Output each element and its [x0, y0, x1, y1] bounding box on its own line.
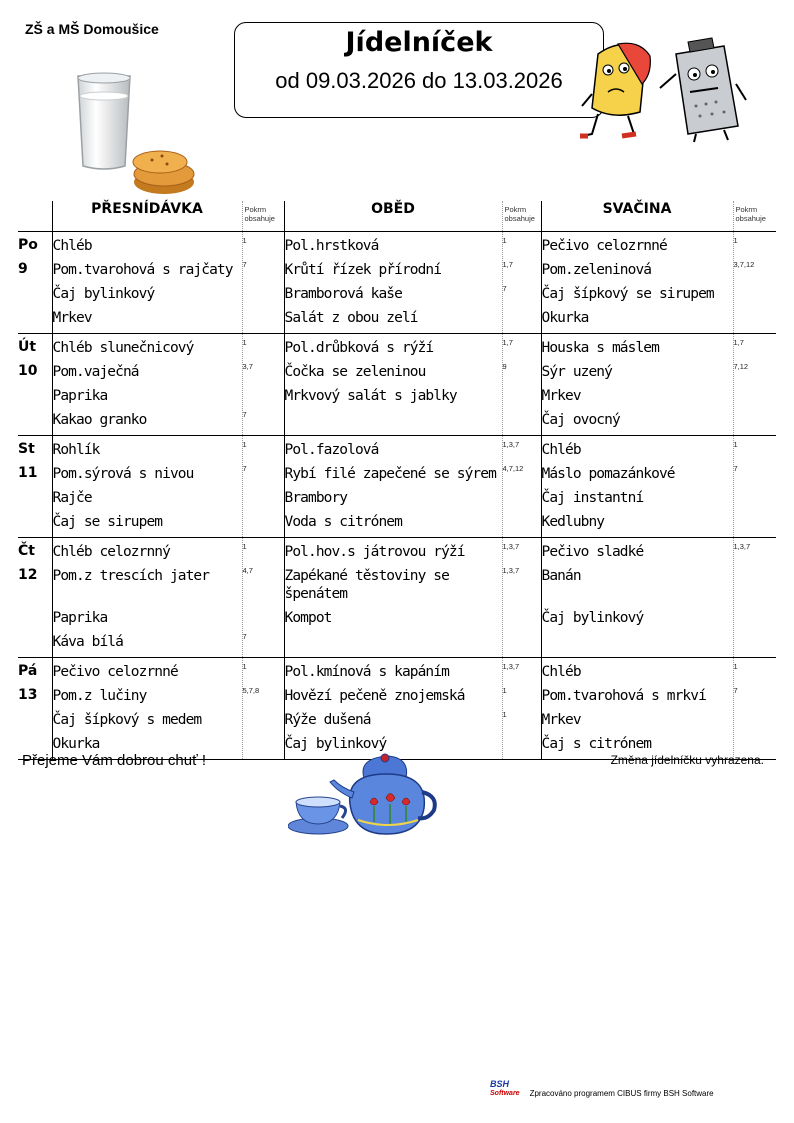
day-number: 11	[18, 465, 38, 481]
snack-allergen-codes	[734, 631, 777, 655]
breakfast-cell	[52, 232, 242, 334]
snack-allergen-codes: 1,3,7	[733, 542, 751, 551]
day-row	[18, 658, 776, 760]
breakfast-allergen-codes: 1	[242, 236, 247, 245]
breakfast-allergens-cell	[242, 334, 284, 436]
breakfast-item: Mrkev	[52, 310, 92, 326]
lunch-allergen-codes	[503, 607, 541, 631]
lunch-item: Mrkvový salát s jablky	[284, 388, 457, 404]
snack-allergens-cell	[733, 436, 776, 538]
lunch-allergen-codes	[503, 631, 541, 655]
lunch-allergen-codes: 1,3,7	[502, 662, 520, 671]
breakfast-item: Rajče	[52, 490, 92, 506]
lunch-allergen-codes	[503, 487, 541, 511]
snack-cell	[541, 658, 733, 760]
breakfast-item: Chléb slunečnicový	[52, 340, 194, 356]
lunch-item: Krůtí řízek přírodní	[284, 262, 442, 278]
snack-item: Máslo pomazánkové	[541, 466, 675, 482]
breakfast-item: Paprika	[52, 610, 108, 626]
snack-item: Houska s máslem	[541, 340, 659, 356]
lunch-allergen-codes: 1	[502, 710, 507, 719]
snack-allergen-codes: 1,7	[733, 338, 744, 347]
snack-allergen-codes: 7,12	[733, 362, 749, 371]
snack-item	[542, 631, 733, 655]
lunch-allergens-cell	[502, 436, 541, 538]
snack-item: Okurka	[541, 310, 589, 326]
snack-cell	[541, 334, 733, 436]
breakfast-item: Kakao granko	[52, 412, 147, 428]
date-range: od 09.03.2026 do 13.03.2026	[275, 68, 563, 93]
snack-allergen-codes: 1	[733, 662, 738, 671]
lunch-item: Rybí filé zapečené se sýrem	[284, 466, 496, 482]
lunch-allergens-cell	[502, 334, 541, 436]
lunch-item: Pol.drůbková s rýží	[284, 340, 434, 356]
snack-allergen-codes	[734, 307, 777, 331]
breakfast-item: Paprika	[52, 388, 108, 404]
breakfast-item: Pom.z trescích jater	[52, 568, 210, 584]
snack-cell	[541, 436, 733, 538]
day-abbr: Čt	[18, 543, 35, 559]
lunch-allergen-codes: 1,7	[502, 338, 513, 347]
lunch-allergen-codes: 4,7,12	[502, 464, 524, 473]
snack-item: Čaj s citrónem	[541, 736, 652, 752]
lunch-item: Čaj bylinkový	[284, 736, 387, 752]
snack-item: Mrkev	[541, 388, 581, 404]
lunch-allergens-cell	[502, 232, 541, 334]
breakfast-item: Čaj se sirupem	[52, 514, 163, 530]
day-row	[18, 334, 776, 436]
header-snack: SVAČINA	[541, 201, 733, 232]
lunch-allergen-codes: 1,3,7	[502, 440, 520, 449]
snack-allergen-codes	[734, 565, 777, 607]
breakfast-item: Rohlík	[52, 442, 100, 458]
header-allergens-breakfast: Pokrm obsahuje	[242, 201, 284, 232]
breakfast-allergen-codes	[243, 283, 284, 307]
breakfast-allergen-codes	[243, 511, 284, 535]
snack-allergen-codes: 7	[733, 686, 738, 695]
breakfast-item: Pom.z lučiny	[52, 688, 147, 704]
breakfast-allergen-codes: 5,7,8	[242, 686, 260, 695]
breakfast-item: Pom.vaječná	[52, 364, 139, 380]
breakfast-cell	[52, 334, 242, 436]
breakfast-allergen-codes	[243, 733, 284, 757]
lunch-item	[285, 631, 502, 655]
snack-item: Chléb	[541, 664, 581, 680]
snack-allergens-cell	[733, 232, 776, 334]
snack-item: Pečivo celozrnné	[541, 238, 667, 254]
lunch-cell	[284, 334, 502, 436]
day-abbr: Pá	[18, 663, 38, 679]
snack-item: Banán	[541, 568, 581, 584]
lunch-item: Zapékané těstoviny se špenátem	[284, 568, 449, 602]
change-note: Změna jídelníčku vyhrazena.	[610, 753, 764, 767]
lunch-cell	[284, 658, 502, 760]
header-allergens-snack: Pokrm obsahuje	[733, 201, 776, 232]
day-label	[18, 658, 52, 760]
breakfast-allergen-codes: 7	[242, 464, 247, 473]
snack-allergen-codes	[734, 487, 777, 511]
snack-allergen-codes: 1	[733, 236, 738, 245]
lunch-item: Pol.hov.s játrovou rýží	[284, 544, 465, 560]
snack-allergens-cell	[733, 658, 776, 760]
breakfast-item: Okurka	[52, 736, 100, 752]
snack-cell	[541, 232, 733, 334]
snack-item: Čaj bylinkový	[541, 610, 644, 626]
snack-allergen-codes	[734, 409, 777, 433]
breakfast-item: Chléb	[52, 238, 92, 254]
snack-allergen-codes	[734, 283, 777, 307]
snack-allergen-codes: 3,7,12	[733, 260, 755, 269]
snack-item: Pečivo sladké	[541, 544, 644, 560]
snack-item: Pom.zeleninová	[541, 262, 652, 278]
lunch-item: Pol.kmínová s kapáním	[284, 664, 449, 680]
breakfast-allergen-codes: 7	[242, 260, 247, 269]
lunch-allergen-codes: 1,7	[502, 260, 513, 269]
page-title: Jídelníček	[345, 27, 493, 58]
breakfast-cell	[52, 436, 242, 538]
day-label	[18, 538, 52, 658]
day-number: 10	[18, 363, 38, 379]
day-label	[18, 334, 52, 436]
lunch-item: Rýže dušená	[284, 712, 371, 728]
lunch-item: Kompot	[284, 610, 332, 626]
breakfast-item: Chléb celozrnný	[52, 544, 170, 560]
teapot-illustration	[288, 752, 438, 840]
lunch-item	[285, 409, 502, 433]
snack-allergen-codes	[734, 607, 777, 631]
day-abbr: St	[18, 441, 35, 457]
day-label	[18, 232, 52, 334]
breakfast-item: Pečivo celozrnné	[52, 664, 178, 680]
footer-text: Zpracováno programem CIBUS firmy BSH Software	[529, 1089, 714, 1098]
breakfast-cell	[52, 538, 242, 658]
snack-allergen-codes	[734, 511, 777, 535]
day-number: 13	[18, 687, 38, 703]
breakfast-allergen-codes	[243, 709, 284, 733]
breakfast-allergen-codes: 1	[242, 338, 247, 347]
wish-text: Přejeme Vám dobrou chuť !	[22, 752, 207, 769]
breakfast-allergen-codes	[243, 385, 284, 409]
breakfast-allergen-codes: 1	[242, 542, 247, 551]
day-abbr: Po	[18, 237, 38, 253]
snack-allergen-codes: 7	[733, 464, 738, 473]
snack-allergens-cell	[733, 538, 776, 658]
snack-item: Chléb	[541, 442, 581, 458]
lunch-item: Brambory	[284, 490, 348, 506]
lunch-item: Pol.hrstková	[284, 238, 379, 254]
header-lunch: OBĚD	[284, 201, 502, 232]
lunch-cell	[284, 436, 502, 538]
day-row	[18, 538, 776, 658]
lunch-allergens-cell	[502, 658, 541, 760]
lunch-cell	[284, 232, 502, 334]
breakfast-allergens-cell	[242, 538, 284, 658]
snack-allergens-cell	[733, 334, 776, 436]
lunch-allergen-codes	[503, 385, 541, 409]
day-number: 12	[18, 567, 38, 583]
school-name: ZŠ a MŠ Domoušice	[25, 21, 159, 37]
lunch-allergen-codes: 1	[502, 686, 507, 695]
footer	[490, 1080, 714, 1098]
breakfast-allergen-codes: 3,7	[242, 362, 253, 371]
breakfast-allergen-codes: 7	[242, 632, 247, 641]
breakfast-allergens-cell	[242, 658, 284, 760]
lunch-item: Pol.fazolová	[284, 442, 379, 458]
snack-allergen-codes: 1	[733, 440, 738, 449]
lunch-allergen-codes: 1,3,7	[502, 566, 520, 575]
breakfast-allergen-codes: 1	[242, 662, 247, 671]
breakfast-allergen-codes: 4,7	[242, 566, 253, 575]
day-label	[18, 436, 52, 538]
day-row	[18, 232, 776, 334]
breakfast-allergen-codes: 7	[242, 410, 247, 419]
lunch-allergen-codes	[503, 511, 541, 535]
breakfast-item: Pom.tvarohová s rajčaty	[52, 262, 233, 278]
snack-item: Sýr uzený	[541, 364, 612, 380]
day-row	[18, 436, 776, 538]
snack-allergen-codes	[734, 385, 777, 409]
lunch-item: Bramborová kaše	[284, 286, 402, 302]
snack-item: Čaj ovocný	[541, 412, 620, 428]
lunch-cell	[284, 538, 502, 658]
breakfast-allergens-cell	[242, 436, 284, 538]
lunch-allergen-codes	[503, 733, 541, 757]
lunch-item: Salát z obou zelí	[284, 310, 418, 326]
breakfast-allergen-codes	[243, 307, 284, 331]
header-day	[18, 201, 52, 232]
snack-allergen-codes	[734, 709, 777, 733]
breakfast-item: Čaj šípkový s medem	[52, 712, 202, 728]
breakfast-item: Čaj bylinkový	[52, 286, 155, 302]
lunch-item: Čočka se zeleninou	[284, 364, 426, 380]
snack-item: Pom.tvarohová s mrkví	[541, 688, 706, 704]
lunch-allergen-codes: 9	[502, 362, 507, 371]
breakfast-item: Káva bílá	[52, 634, 123, 650]
snack-item: Kedlubny	[541, 514, 605, 530]
breakfast-cell	[52, 658, 242, 760]
lunch-allergen-codes: 7	[502, 284, 507, 293]
bsh-logo: BSH Software	[490, 1079, 520, 1097]
breakfast-allergen-codes	[243, 607, 284, 631]
day-abbr: Út	[18, 339, 37, 355]
menu-table	[18, 201, 776, 760]
lunch-allergen-codes	[503, 409, 541, 433]
breakfast-allergen-codes	[243, 487, 284, 511]
cheese-grater-illustration	[578, 34, 748, 146]
day-number: 9	[18, 261, 28, 277]
breakfast-item: Pom.sýrová s nivou	[52, 466, 194, 482]
breakfast-allergen-codes: 1	[242, 440, 247, 449]
lunch-item: Hovězí pečeně znojemská	[284, 688, 465, 704]
lunch-allergen-codes: 1,3,7	[502, 542, 520, 551]
snack-item: Mrkev	[541, 712, 581, 728]
lunch-allergens-cell	[502, 538, 541, 658]
lunch-allergen-codes	[503, 307, 541, 331]
header-breakfast: PŘESNÍDÁVKA	[52, 201, 242, 232]
snack-cell	[541, 538, 733, 658]
snack-item: Čaj šípkový se sirupem	[541, 286, 714, 302]
header-allergens-lunch: Pokrm obsahuje	[502, 201, 541, 232]
lunch-item: Voda s citrónem	[284, 514, 402, 530]
milk-cookies-illustration	[72, 68, 200, 198]
lunch-allergen-codes: 1	[502, 236, 507, 245]
title-box	[234, 22, 604, 118]
snack-item: Čaj instantní	[541, 490, 644, 506]
breakfast-allergens-cell	[242, 232, 284, 334]
